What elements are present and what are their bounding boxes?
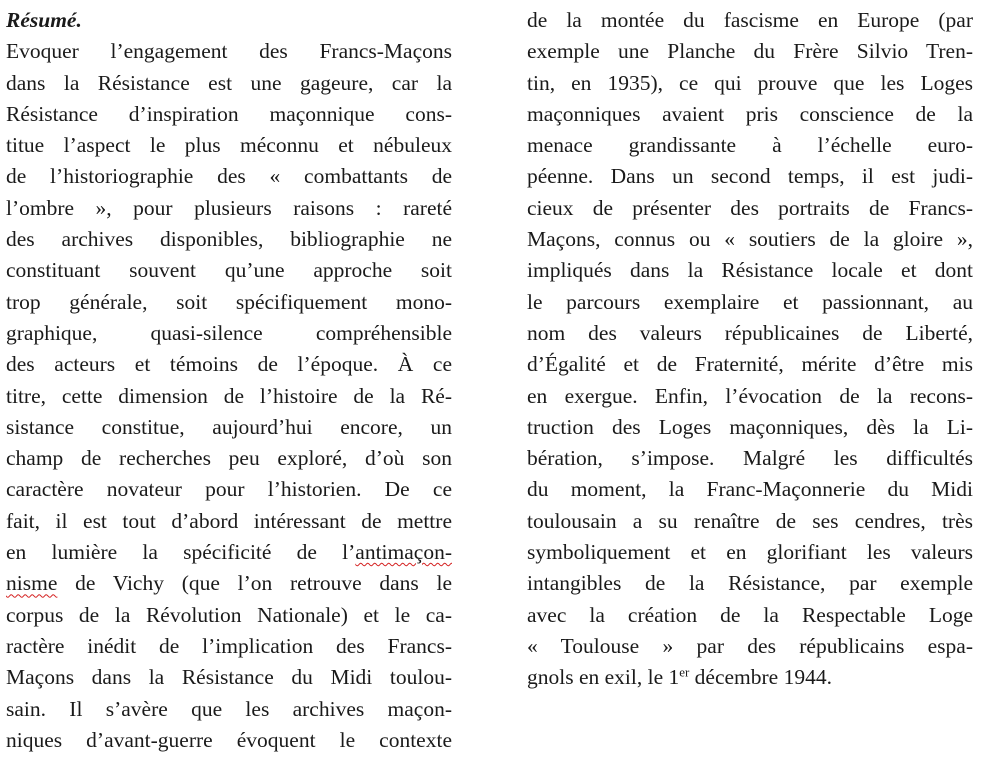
text-line: titue l’aspect le plus méconnu et nébuleux [6,133,452,158]
text-line: champ de recherches peu exploré, d’où son [6,446,452,471]
text-line: Maçons, connus ou « soutiers de la gloire », [527,227,973,252]
text-line: tin, en 1935), ce qui prouve que les Loges [527,70,973,95]
text-line: ractère inédit de l’implication des Francs- [6,633,452,658]
text-line: d’Égalité et de Fraternité, mérite d’être mis [527,352,973,377]
text-fragment: gnols en exil, le 1 [527,665,680,690]
text-line: avec la création de la Respectable Loge [527,602,973,627]
ordinal-superscript: er [679,665,690,680]
text-line: dans la Résistance est une gageure, car la [6,70,452,95]
text-line: nom des valeurs républicaines de Liberté, [527,320,973,345]
text-line: symboliquement et en glorifiant les valeurs [527,540,973,565]
text-fragment: en lumière la spécificité de l’ [6,540,356,565]
text-line: des archives disponibles, bibliographie ne [6,227,452,252]
spellcheck-flagged-word[interactable]: antimaçon- [355,540,452,565]
text-line: sain. Il s’avère que les archives maçon- [6,696,452,721]
text-line: Résistance d’inspiration maçonnique cons- [6,101,452,126]
text-line: bération, s’impose. Malgré les difficultés [527,446,973,471]
text-line: l’ombre », pour plusieurs raisons : rareté [6,195,452,220]
right-column [527,5,973,694]
text-line: toulousain a su renaître de ses cendres, très [527,508,973,533]
text-line: constituant souvent qu’une approche soit [6,258,452,283]
text-line: trop générale, soit spécifiquement mono- [6,289,452,314]
text-fragment: de Vichy (que l’on retrouve dans le [57,571,452,596]
text-line: péenne. Dans un second temps, il est judi- [527,164,973,189]
text-line: impliqués dans la Résistance locale et dont [527,258,973,283]
text-line: titre, cette dimension de l’histoire de la Ré- [6,383,452,408]
text-line: en exergue. Enfin, l’évocation de la recons- [527,383,973,408]
text-line: maçonniques avaient pris conscience de la [527,101,973,126]
text-line: Maçons dans la Résistance du Midi toulou- [6,665,452,690]
section-heading: Résumé. [6,8,82,32]
text-line: caractère novateur pour l’historien. De ce [6,477,452,502]
left-column [6,5,452,756]
text-line: du moment, la Franc-Maçonnerie du Midi [527,477,973,502]
text-line [6,537,452,568]
text-line: le parcours exemplaire et passionnant, au [527,289,973,314]
text-line: sistance constitue, aujourd’hui encore, un [6,414,452,439]
text-line: niques d’avant-guerre évoquent le contexte [6,727,452,752]
text-fragment: décembre 1944. [689,665,832,690]
text-line [6,568,452,599]
text-line: menace grandissante à l’échelle euro- [527,133,973,158]
left-lines-tail [6,600,452,756]
left-lines [6,36,452,537]
text-line: cieux de présenter des portraits de Francs- [527,195,973,220]
spellcheck-flagged-word[interactable]: nisme [6,571,58,596]
text-line: corpus de la Révolution Nationale) et le ca- [6,602,452,627]
text-line: de l’historiographie des « combattants de [6,164,452,189]
text-line: « Toulouse » par des républicains espa- [527,633,973,658]
text-line: des acteurs et témoins de l’époque. À ce [6,352,452,377]
text-line-last [527,662,973,693]
right-lines [527,5,973,662]
text-line: de la montée du fascisme en Europe (par [527,8,973,32]
text-line: intangibles de la Résistance, par exemple [527,571,973,596]
text-line: exemple une Planche du Frère Silvio Tren- [527,39,973,64]
text-line: Evoquer l’engagement des Francs-Maçons [6,39,452,64]
text-line: fait, il est tout d’abord intéressant de mettre [6,508,452,533]
text-line: truction des Loges maçonniques, dès la Li- [527,414,973,439]
text-line: graphique, quasi-silence compréhensible [6,320,452,345]
